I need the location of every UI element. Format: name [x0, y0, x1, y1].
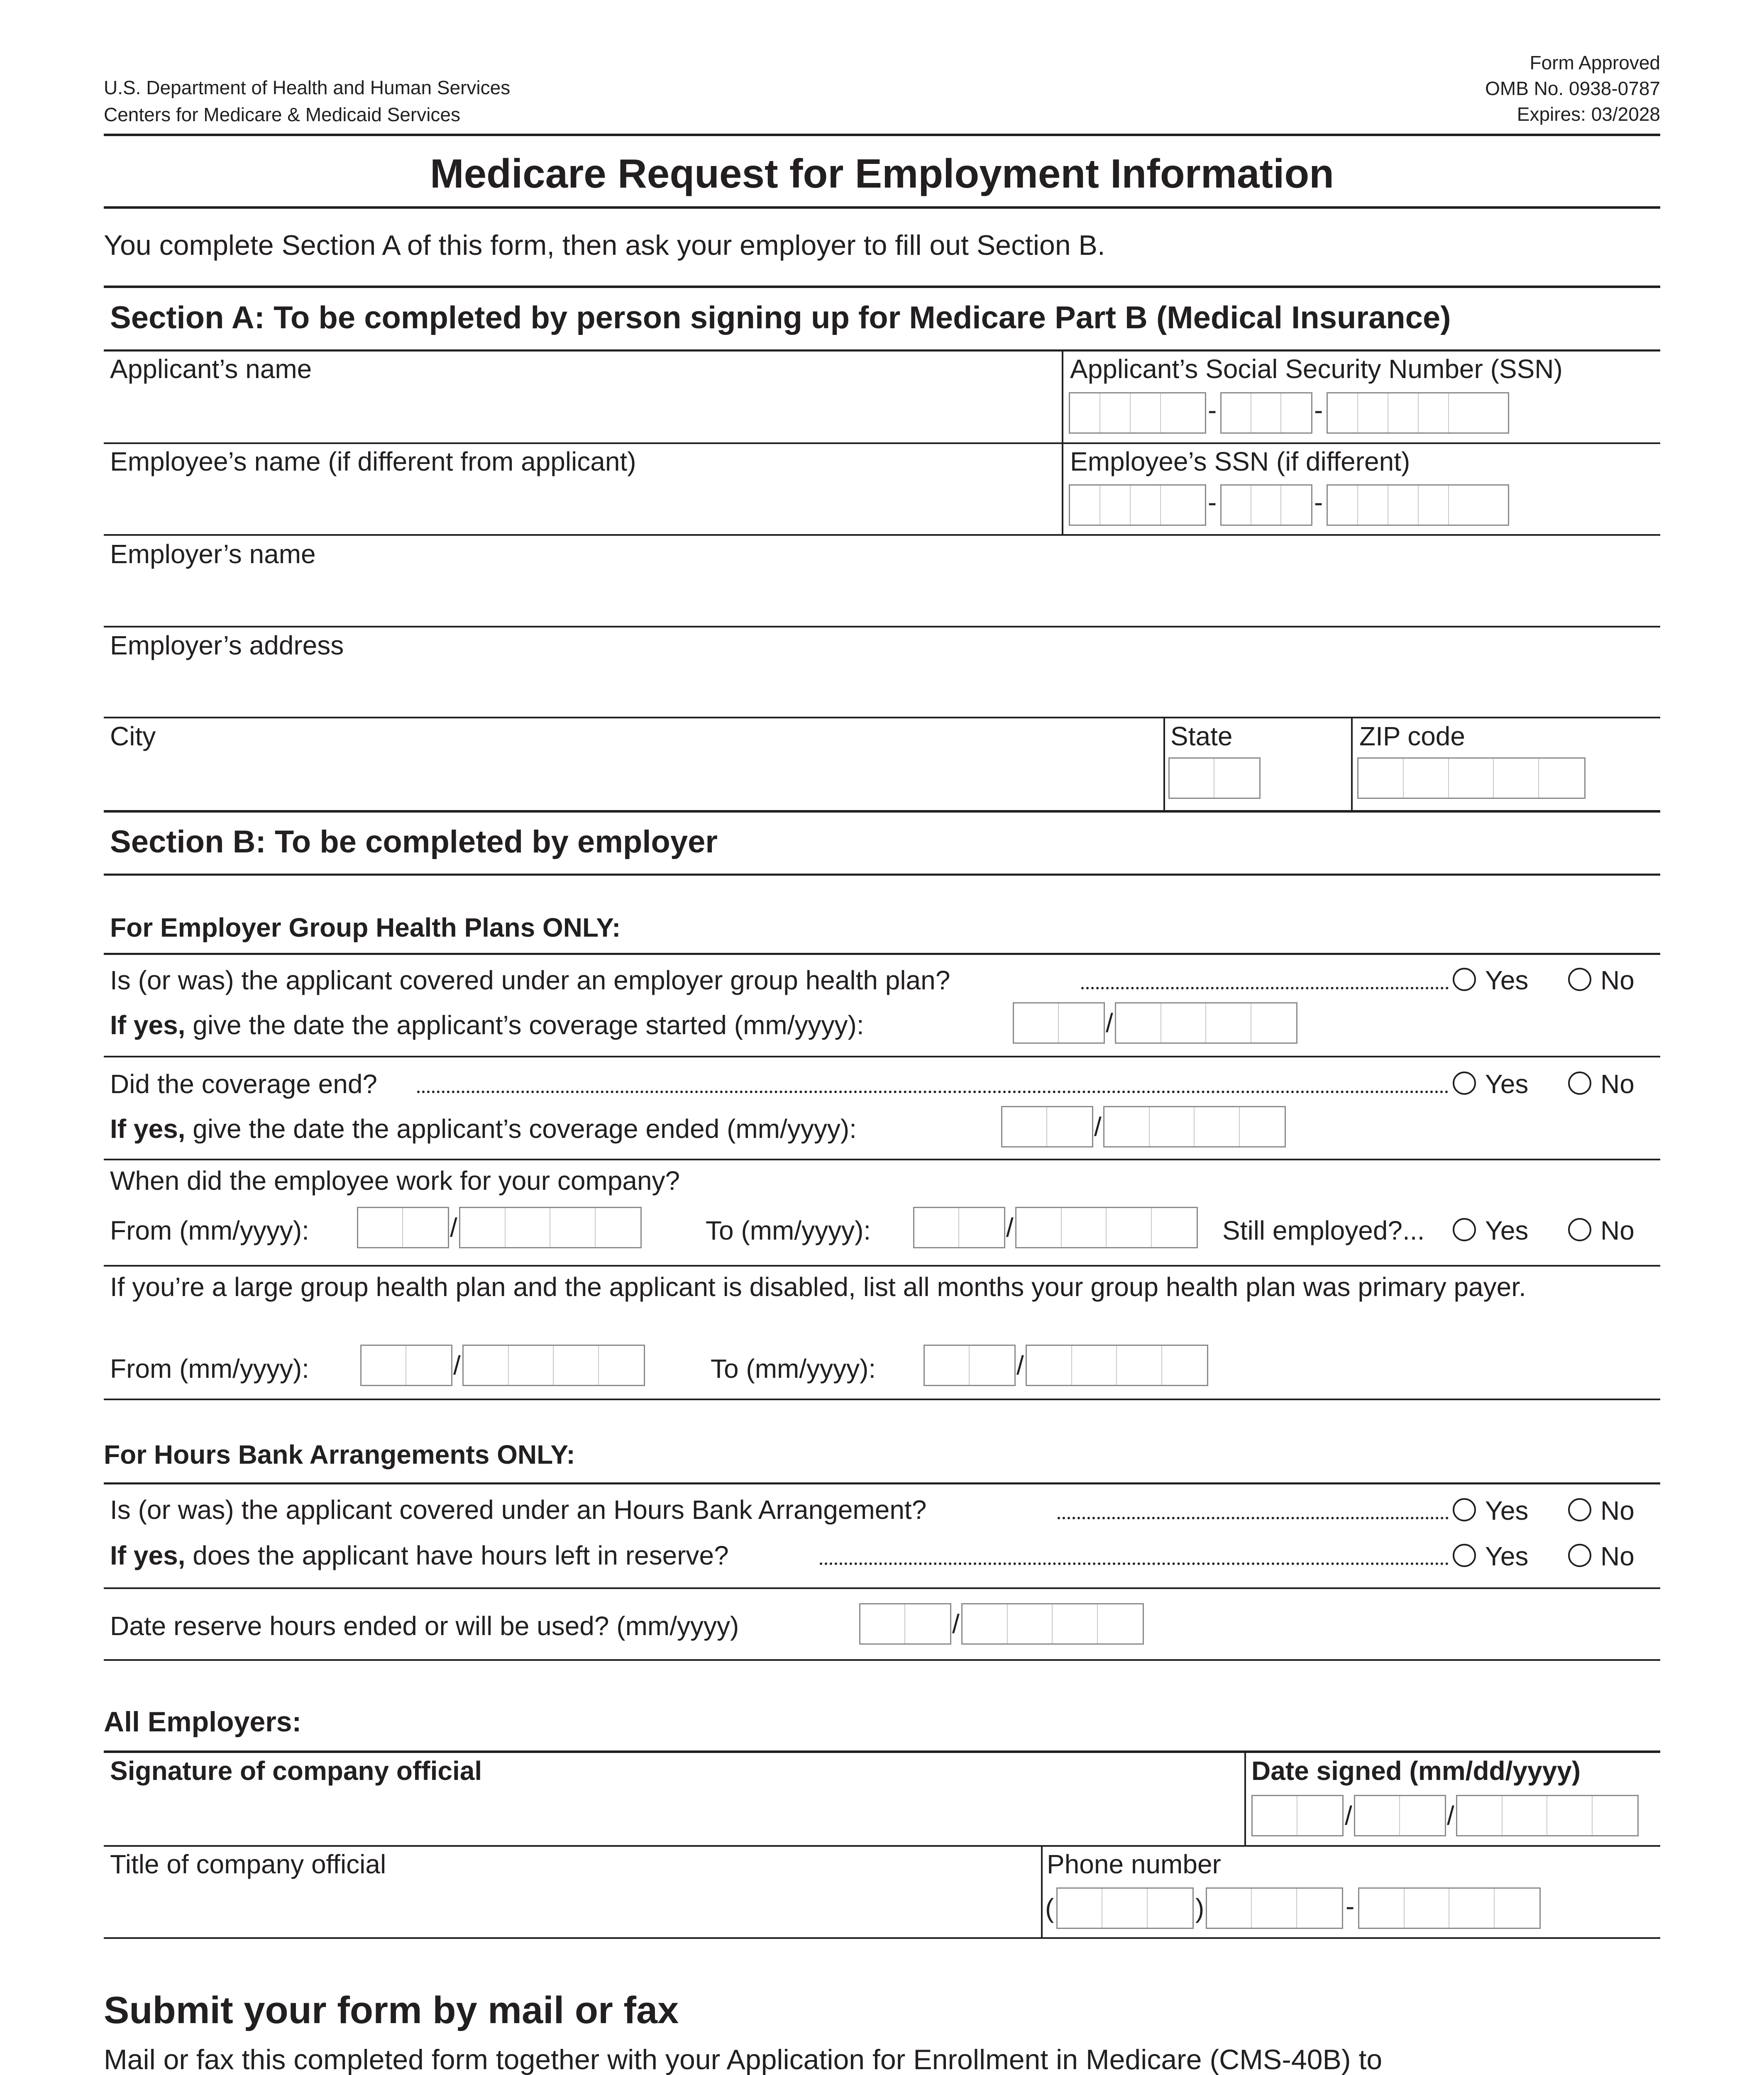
page-title: Medicare Request for Employment Information	[430, 151, 1334, 196]
coverage-start-month[interactable]	[1013, 1002, 1105, 1044]
date-slash: /	[1106, 1008, 1113, 1038]
q-started: give the date the applicant’s coverage started (mm/yyyy):	[193, 1010, 864, 1040]
date-signed-month[interactable]	[1251, 1795, 1344, 1836]
hours-bank-yes-radio[interactable]	[1453, 1498, 1476, 1521]
yes-label: Yes	[1485, 1216, 1529, 1245]
signature-field[interactable]	[110, 1789, 1231, 1838]
leader-dots	[1081, 987, 1449, 989]
no-label: No	[1600, 1216, 1635, 1245]
coverage-end-month[interactable]	[1001, 1106, 1093, 1147]
reserve-date-month[interactable]	[859, 1603, 951, 1645]
applicant-ssn-part3[interactable]	[1327, 392, 1509, 434]
coverage-end-year[interactable]	[1103, 1106, 1286, 1147]
leader-dots	[820, 1562, 1449, 1565]
row-rule	[104, 1587, 1660, 1589]
date-signed-label: Date signed (mm/dd/yyyy)	[1251, 1756, 1581, 1786]
work-from-year[interactable]	[459, 1207, 642, 1248]
state-column-divider	[1163, 718, 1165, 811]
employer-address-label: Employer’s address	[110, 630, 344, 660]
yes-label: Yes	[1485, 1069, 1529, 1099]
date-slash: /	[1094, 1112, 1102, 1142]
row-rule	[104, 534, 1660, 536]
still-employed-no-radio[interactable]	[1568, 1218, 1591, 1241]
q-work-period: When did the employee work for your company?	[110, 1166, 680, 1196]
leader-dots	[417, 1091, 1449, 1093]
hours-heading-rule	[104, 1482, 1660, 1484]
yes-label: Yes	[1485, 965, 1529, 995]
intro-text: You complete Section A of this form, then ask your employer to fill out Section B.	[104, 229, 1105, 261]
submit-text-line1: Mail or fax this completed form together with your Application for Enrollment in Medicare (CMS-40B) to	[104, 2044, 1383, 2075]
date-slash: /	[1016, 1350, 1024, 1380]
yes-label: Yes	[1485, 1496, 1529, 1526]
header-rule	[104, 134, 1660, 136]
submit-heading: Submit your form by mail or fax	[104, 1989, 679, 2031]
work-to-month[interactable]	[913, 1207, 1005, 1248]
zip-label: ZIP code	[1359, 721, 1465, 751]
hours-bank-no-radio[interactable]	[1568, 1498, 1591, 1521]
omb-number: OMB No. 0938-0787	[1485, 78, 1660, 99]
ssn-dash: -	[1208, 395, 1217, 425]
employee-ssn-part1[interactable]	[1069, 484, 1206, 526]
ssn-dash: -	[1314, 395, 1323, 425]
if-yes-label: If yes,	[110, 1540, 186, 1570]
if-yes-label: If yes,	[110, 1010, 186, 1040]
q-large-group: If you’re a large group health plan and the applicant is disabled, list all months your group health plan was primary payer.	[110, 1272, 1526, 1302]
row-rule	[104, 1265, 1660, 1267]
form-approved: Form Approved	[1529, 52, 1660, 73]
employer-name-label: Employer’s name	[110, 539, 316, 569]
q-hours-bank: Is (or was) the applicant covered under an Hours Bank Arrangement?	[110, 1495, 927, 1525]
no-label: No	[1600, 1541, 1635, 1571]
employee-ssn-part3[interactable]	[1327, 484, 1509, 526]
all-employers-rule	[104, 1750, 1660, 1753]
ended-yes-radio[interactable]	[1453, 1072, 1476, 1095]
from-label: From (mm/yyyy):	[110, 1216, 309, 1245]
ghp-heading-rule	[104, 953, 1660, 955]
row-rule	[104, 1399, 1660, 1400]
primary-to-month[interactable]	[924, 1345, 1016, 1386]
state-input[interactable]	[1168, 757, 1261, 799]
q-coverage-end: Did the coverage end?	[110, 1069, 377, 1099]
employee-name-label: Employee’s name (if different from applicant)	[110, 447, 636, 476]
section-b-title-rule	[104, 874, 1660, 876]
phone-close-paren: )	[1195, 1893, 1205, 1923]
date-slash: /	[1006, 1213, 1014, 1243]
applicant-ssn-part1[interactable]	[1069, 392, 1206, 434]
signature-label: Signature of company official	[110, 1756, 482, 1786]
q-covered: Is (or was) the applicant covered under an employer group health plan?	[110, 965, 950, 995]
still-employed-yes-radio[interactable]	[1453, 1218, 1476, 1241]
primary-to-year[interactable]	[1026, 1345, 1208, 1386]
applicant-ssn-part2[interactable]	[1220, 392, 1312, 434]
row-rule	[104, 1159, 1660, 1160]
no-label: No	[1600, 1069, 1635, 1099]
row-rule	[104, 626, 1660, 627]
applicant-name-label: Applicant’s name	[110, 354, 312, 384]
date-slash: /	[450, 1213, 457, 1243]
phone-divider	[1041, 1846, 1043, 1938]
if-yes-label: If yes,	[110, 1114, 186, 1144]
phone-dash: -	[1346, 1891, 1355, 1921]
zip-column-divider	[1351, 718, 1353, 811]
agency-subname: Centers for Medicare & Medicaid Services	[104, 104, 460, 125]
row-rule	[104, 1845, 1660, 1847]
row-rule	[104, 442, 1660, 444]
agency-name: U.S. Department of Health and Human Services	[104, 77, 511, 98]
date-slash: /	[952, 1609, 960, 1639]
all-employers-heading: All Employers:	[104, 1706, 302, 1738]
covered-yes-radio[interactable]	[1453, 968, 1476, 991]
no-label: No	[1600, 965, 1635, 995]
primary-from-year[interactable]	[462, 1345, 645, 1386]
expiration-date: Expires: 03/2028	[1517, 103, 1660, 125]
title-rule	[104, 206, 1660, 209]
date-signed-year[interactable]	[1456, 1795, 1639, 1836]
reserve-yes-radio[interactable]	[1453, 1544, 1476, 1567]
section-a-bottom-rule	[104, 810, 1660, 813]
date-slash: /	[453, 1350, 461, 1380]
section-a-top-rule	[104, 286, 1660, 288]
no-label: No	[1600, 1496, 1635, 1526]
section-a-title: Section A: To be completed by person signing up for Medicare Part B (Medical Insurance)	[110, 300, 1451, 335]
ended-no-radio[interactable]	[1568, 1072, 1591, 1095]
row-rule	[104, 1659, 1660, 1661]
reserve-date-year[interactable]	[961, 1603, 1144, 1645]
ssn-dash: -	[1314, 487, 1323, 517]
row-rule	[104, 1937, 1660, 1939]
phone-line-number[interactable]	[1358, 1887, 1541, 1929]
state-label: State	[1170, 721, 1233, 751]
hours-bank-heading: For Hours Bank Arrangements ONLY:	[104, 1440, 575, 1470]
date-signed-day[interactable]	[1354, 1795, 1446, 1836]
work-from-month[interactable]	[357, 1207, 449, 1248]
coverage-start-year[interactable]	[1115, 1002, 1297, 1044]
ssn-dash: -	[1208, 487, 1217, 517]
from-label: From (mm/yyyy):	[110, 1354, 309, 1384]
city-label: City	[110, 721, 156, 751]
official-title-label: Title of company official	[110, 1849, 386, 1879]
primary-from-month[interactable]	[360, 1345, 452, 1386]
employee-ssn-label: Employee’s SSN (if different)	[1070, 447, 1410, 476]
employee-ssn-part2[interactable]	[1220, 484, 1312, 526]
phone-area-code[interactable]	[1056, 1887, 1194, 1929]
zip-input[interactable]	[1357, 757, 1586, 799]
date-signed-divider	[1244, 1752, 1246, 1846]
section-b-title: Section B: To be completed by employer	[110, 824, 718, 859]
date-slash: /	[1447, 1801, 1454, 1831]
q-reserve-date: Date reserve hours ended or will be used? (mm/yyyy)	[110, 1611, 739, 1641]
q-reserve: does the applicant have hours left in reserve?	[193, 1540, 729, 1570]
work-to-year[interactable]	[1015, 1207, 1198, 1248]
ghp-heading: For Employer Group Health Plans ONLY:	[110, 913, 621, 942]
applicant-ssn-label: Applicant’s Social Security Number (SSN)	[1070, 354, 1563, 384]
phone-open-paren: (	[1045, 1893, 1054, 1923]
yes-label: Yes	[1485, 1541, 1529, 1571]
phone-label: Phone number	[1047, 1849, 1221, 1879]
covered-no-radio[interactable]	[1568, 968, 1591, 991]
still-employed-label: Still employed?...	[1222, 1216, 1425, 1245]
to-label: To (mm/yyyy):	[706, 1216, 871, 1245]
section-a-title-rule	[104, 349, 1660, 352]
date-slash: /	[1345, 1801, 1352, 1831]
q-ended-date: give the date the applicant’s coverage ended (mm/yyyy):	[193, 1114, 857, 1144]
row-rule	[104, 717, 1660, 718]
phone-prefix[interactable]	[1206, 1887, 1343, 1929]
leader-dots	[1058, 1517, 1449, 1519]
reserve-no-radio[interactable]	[1568, 1544, 1591, 1567]
to-label: To (mm/yyyy):	[711, 1354, 876, 1384]
row-rule	[104, 1056, 1660, 1057]
